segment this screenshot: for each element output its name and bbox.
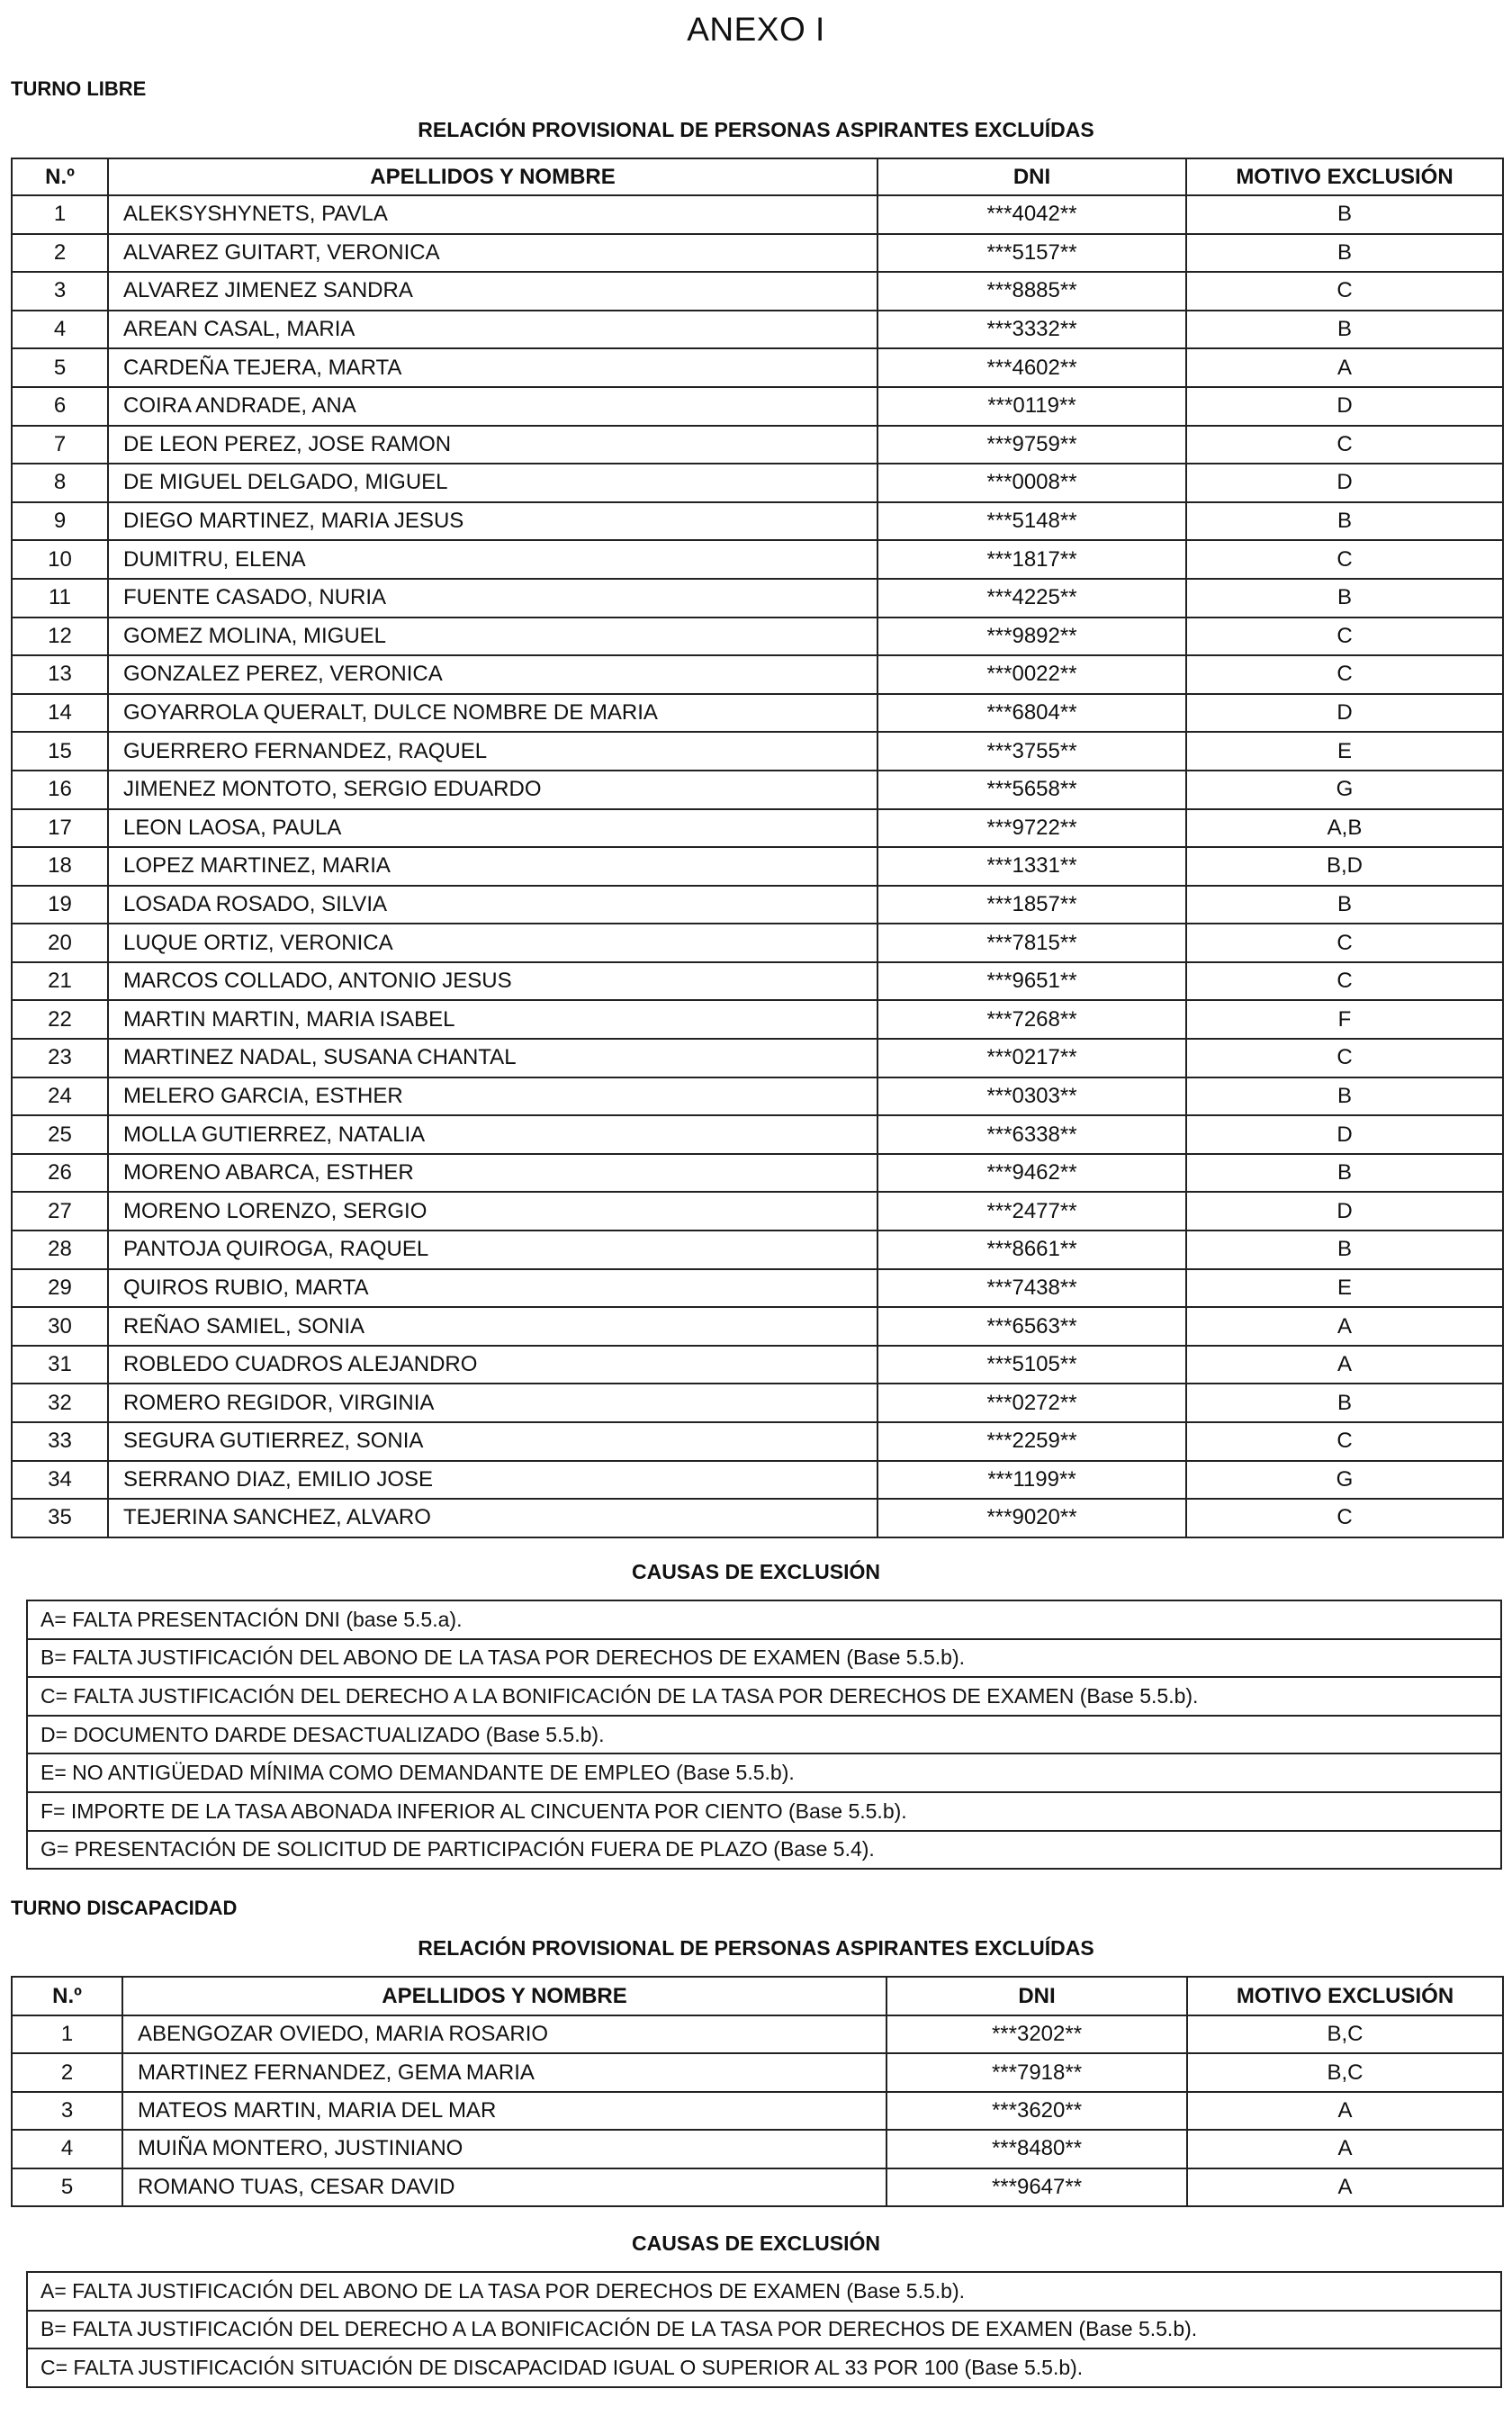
row-dni: ***0008**: [878, 464, 1186, 502]
row-numero: 5: [12, 2168, 122, 2206]
table-row: [12, 195, 1503, 234]
row-dni: ***0217**: [878, 1039, 1186, 1077]
row-motivo: B,C: [1187, 2053, 1503, 2091]
row-name: MOLLA GUTIERREZ, NATALIA: [108, 1115, 878, 1154]
row-motivo: E: [1186, 1269, 1503, 1308]
row-numero: 13: [12, 655, 108, 694]
table-row: [12, 694, 1503, 733]
cause-row: [27, 1753, 1501, 1792]
row-motivo: C: [1186, 1499, 1503, 1537]
row-name: AREAN CASAL, MARIA: [108, 311, 878, 349]
row-name: DUMITRU, ELENA: [108, 540, 878, 579]
row-motivo: A: [1187, 2168, 1503, 2206]
cause-row: [27, 1677, 1501, 1716]
row-name: DIEGO MARTINEZ, MARIA JESUS: [108, 502, 878, 541]
row-name: CARDEÑA TEJERA, MARTA: [108, 348, 878, 387]
row-motivo: C: [1186, 962, 1503, 1001]
table-row: [12, 234, 1503, 273]
row-name: MUIÑA MONTERO, JUSTINIANO: [122, 2130, 886, 2168]
row-dni: ***1817**: [878, 540, 1186, 579]
row-name: LEON LAOSA, PAULA: [108, 809, 878, 848]
table-row: [12, 2130, 1503, 2168]
row-motivo: B: [1186, 195, 1503, 234]
row-name: MORENO ABARCA, ESTHER: [108, 1154, 878, 1193]
row-dni: ***9020**: [878, 1499, 1186, 1537]
row-numero: 34: [12, 1461, 108, 1500]
row-name: ROBLEDO CUADROS ALEJANDRO: [108, 1346, 878, 1384]
row-dni: ***7815**: [878, 924, 1186, 962]
row-name: MORENO LORENZO, SERGIO: [108, 1192, 878, 1231]
table-row: [12, 2168, 1503, 2206]
table-row: [12, 655, 1503, 694]
cause-text: G= PRESENTACIÓN DE SOLICITUD DE PARTICIPACIÓN FUERA DE PLAZO (Base 5.4).: [27, 1831, 1501, 1870]
row-numero: 20: [12, 924, 108, 962]
row-dni: ***3620**: [886, 2092, 1187, 2130]
row-name: GONZALEZ PEREZ, VERONICA: [108, 655, 878, 694]
row-name: MARTINEZ NADAL, SUSANA CHANTAL: [108, 1039, 878, 1077]
row-dni: ***9647**: [886, 2168, 1187, 2206]
row-motivo: D: [1186, 1115, 1503, 1154]
table-row: [12, 2015, 1503, 2053]
row-name: MATEOS MARTIN, MARIA DEL MAR: [122, 2092, 886, 2130]
table-header-row: [12, 158, 1503, 195]
row-dni: ***0119**: [878, 387, 1186, 426]
header-motivo-exclusion: MOTIVO EXCLUSIÓN: [1186, 158, 1503, 195]
row-name: ALVAREZ GUITART, VERONICA: [108, 234, 878, 273]
table-row: [12, 1422, 1503, 1461]
row-name: DE LEON PEREZ, JOSE RAMON: [108, 426, 878, 464]
row-numero: 3: [12, 2092, 122, 2130]
row-name: GOMEZ MOLINA, MIGUEL: [108, 618, 878, 656]
row-motivo: B: [1186, 1077, 1503, 1116]
header-apellidos-nombre: APELLIDOS Y NOMBRE: [122, 1977, 886, 2015]
table-row: [12, 1077, 1503, 1116]
row-numero: 23: [12, 1039, 108, 1077]
causas-heading-discapacidad: CAUSAS DE EXCLUSIÓN: [631, 2231, 881, 2255]
row-name: ROMANO TUAS, CESAR DAVID: [122, 2168, 886, 2206]
row-motivo: A: [1187, 2130, 1503, 2168]
row-dni: ***9462**: [878, 1154, 1186, 1193]
row-numero: 4: [12, 2130, 122, 2168]
row-dni: ***1857**: [878, 886, 1186, 924]
cause-text: D= DOCUMENTO DARDE DESACTUALIZADO (Base 5.5.b).: [27, 1716, 1501, 1754]
cause-text: B= FALTA JUSTIFICACIÓN DEL ABONO DE LA TASA POR DERECHOS DE EXAMEN (Base 5.5.b).: [27, 1639, 1501, 1678]
row-motivo: C: [1186, 1039, 1503, 1077]
table-row: [12, 1269, 1503, 1308]
causas-heading-libre: CAUSAS DE EXCLUSIÓN: [631, 1560, 881, 1583]
row-numero: 26: [12, 1154, 108, 1193]
table-row: [12, 311, 1503, 349]
row-motivo: B: [1186, 502, 1503, 541]
row-dni: ***8480**: [886, 2130, 1187, 2168]
row-dni: ***6338**: [878, 1115, 1186, 1154]
causas-table-discapacidad: [26, 2271, 1502, 2388]
table-row: [12, 1384, 1503, 1422]
row-dni: ***3755**: [878, 732, 1186, 771]
table-row: [12, 618, 1503, 656]
cause-row: [27, 1600, 1501, 1639]
row-numero: 28: [12, 1231, 108, 1269]
row-dni: ***7268**: [878, 1000, 1186, 1039]
table-row: [12, 2053, 1503, 2091]
cause-row: [27, 2272, 1501, 2311]
table-row: [12, 847, 1503, 886]
row-numero: 2: [12, 2053, 122, 2091]
cause-row: [27, 1831, 1501, 1870]
row-motivo: B: [1186, 1231, 1503, 1269]
row-motivo: B: [1186, 886, 1503, 924]
section-heading-turno-discapacidad: TURNO DISCAPACIDAD: [11, 1897, 238, 1919]
row-motivo: C: [1186, 272, 1503, 311]
header-dni: DNI: [878, 158, 1186, 195]
row-motivo: A,B: [1186, 809, 1503, 848]
row-dni: ***3202**: [886, 2015, 1187, 2053]
row-motivo: D: [1186, 464, 1503, 502]
row-numero: 27: [12, 1192, 108, 1231]
excluded-table-discapacidad: [11, 1976, 1504, 2207]
table-row: [12, 1115, 1503, 1154]
row-numero: 14: [12, 694, 108, 733]
row-motivo: A: [1187, 2092, 1503, 2130]
section-heading-turno-libre: TURNO LIBRE: [11, 77, 147, 100]
row-name: LUQUE ORTIZ, VERONICA: [108, 924, 878, 962]
row-dni: ***6804**: [878, 694, 1186, 733]
row-dni: ***4602**: [878, 348, 1186, 387]
relacion-heading-discapacidad: RELACIÓN PROVISIONAL DE PERSONAS ASPIRANTES EXCLUÍDAS: [418, 1936, 1094, 1960]
row-name: LOSADA ROSADO, SILVIA: [108, 886, 878, 924]
excluded-table-libre: [11, 158, 1504, 1538]
row-dni: ***0272**: [878, 1384, 1186, 1422]
table-row: [12, 924, 1503, 962]
cause-row: [27, 1716, 1501, 1754]
row-dni: ***9651**: [878, 962, 1186, 1001]
cause-text: A= FALTA JUSTIFICACIÓN DEL ABONO DE LA TASA POR DERECHOS DE EXAMEN (Base 5.5.b).: [27, 2272, 1501, 2311]
row-dni: ***2259**: [878, 1422, 1186, 1461]
row-motivo: B: [1186, 234, 1503, 273]
row-dni: ***7438**: [878, 1269, 1186, 1308]
header-apellidos-nombre: APELLIDOS Y NOMBRE: [108, 158, 878, 195]
row-dni: ***8885**: [878, 272, 1186, 311]
table-row: [12, 1346, 1503, 1384]
row-dni: ***5148**: [878, 502, 1186, 541]
table-row: [12, 771, 1503, 809]
row-motivo: C: [1186, 655, 1503, 694]
cause-text: E= NO ANTIGÜEDAD MÍNIMA COMO DEMANDANTE DE EMPLEO (Base 5.5.b).: [27, 1753, 1501, 1792]
table-row: [12, 1461, 1503, 1500]
row-numero: 12: [12, 618, 108, 656]
row-numero: 29: [12, 1269, 108, 1308]
header-motivo-exclusion: MOTIVO EXCLUSIÓN: [1187, 1977, 1503, 2015]
row-numero: 32: [12, 1384, 108, 1422]
table-row: [12, 2092, 1503, 2130]
row-motivo: F: [1186, 1000, 1503, 1039]
table-row: [12, 272, 1503, 311]
row-dni: ***1331**: [878, 847, 1186, 886]
row-name: MARCOS COLLADO, ANTONIO JESUS: [108, 962, 878, 1001]
row-dni: ***3332**: [878, 311, 1186, 349]
table-row: [12, 809, 1503, 848]
row-motivo: C: [1186, 426, 1503, 464]
page-title: ANEXO I: [687, 11, 825, 48]
row-numero: 11: [12, 579, 108, 618]
row-dni: ***9892**: [878, 618, 1186, 656]
row-motivo: B: [1186, 311, 1503, 349]
row-name: MARTIN MARTIN, MARIA ISABEL: [108, 1000, 878, 1039]
row-name: SEGURA GUTIERREZ, SONIA: [108, 1422, 878, 1461]
table-row: [12, 464, 1503, 502]
row-motivo: G: [1186, 1461, 1503, 1500]
row-numero: 1: [12, 195, 108, 234]
row-motivo: B,D: [1186, 847, 1503, 886]
row-dni: ***9722**: [878, 809, 1186, 848]
row-numero: 18: [12, 847, 108, 886]
table-row: [12, 1192, 1503, 1231]
row-dni: ***9759**: [878, 426, 1186, 464]
row-motivo: C: [1186, 1422, 1503, 1461]
row-dni: ***7918**: [886, 2053, 1187, 2091]
row-dni: ***4042**: [878, 195, 1186, 234]
table-row: [12, 732, 1503, 771]
cause-row: [27, 2311, 1501, 2349]
row-numero: 17: [12, 809, 108, 848]
row-numero: 10: [12, 540, 108, 579]
row-numero: 25: [12, 1115, 108, 1154]
row-name: ABENGOZAR OVIEDO, MARIA ROSARIO: [122, 2015, 886, 2053]
row-name: ROMERO REGIDOR, VIRGINIA: [108, 1384, 878, 1422]
row-name: DE MIGUEL DELGADO, MIGUEL: [108, 464, 878, 502]
row-name: GOYARROLA QUERALT, DULCE NOMBRE DE MARIA: [108, 694, 878, 733]
row-name: GUERRERO FERNANDEZ, RAQUEL: [108, 732, 878, 771]
cause-text: F= IMPORTE DE LA TASA ABONADA INFERIOR AL CINCUENTA POR CIENTO (Base 5.5.b).: [27, 1792, 1501, 1831]
row-numero: 5: [12, 348, 108, 387]
row-numero: 1: [12, 2015, 122, 2053]
row-dni: ***1199**: [878, 1461, 1186, 1500]
row-motivo: E: [1186, 732, 1503, 771]
cause-row: [27, 2348, 1501, 2387]
row-numero: 9: [12, 502, 108, 541]
row-motivo: C: [1186, 924, 1503, 962]
table-row: [12, 1000, 1503, 1039]
row-name: TEJERINA SANCHEZ, ALVARO: [108, 1499, 878, 1537]
row-motivo: C: [1186, 540, 1503, 579]
row-name: FUENTE CASADO, NURIA: [108, 579, 878, 618]
row-name: REÑAO SAMIEL, SONIA: [108, 1307, 878, 1346]
row-name: MELERO GARCIA, ESTHER: [108, 1077, 878, 1116]
row-dni: ***6563**: [878, 1307, 1186, 1346]
table-header-row: [12, 1977, 1503, 2015]
row-numero: 33: [12, 1422, 108, 1461]
row-motivo: D: [1186, 387, 1503, 426]
row-motivo: D: [1186, 694, 1503, 733]
table-row: [12, 348, 1503, 387]
row-numero: 21: [12, 962, 108, 1001]
row-dni: ***2477**: [878, 1192, 1186, 1231]
cause-text: B= FALTA JUSTIFICACIÓN DEL DERECHO A LA BONIFICACIÓN DE LA TASA POR DERECHOS DE EXAMEN (Base 5.5.b).: [27, 2311, 1501, 2349]
row-name: ALVAREZ JIMENEZ SANDRA: [108, 272, 878, 311]
row-name: MARTINEZ FERNANDEZ, GEMA MARIA: [122, 2053, 886, 2091]
row-name: ALEKSYSHYNETS, PAVLA: [108, 195, 878, 234]
table-row: [12, 962, 1503, 1001]
row-numero: 16: [12, 771, 108, 809]
header-dni: DNI: [886, 1977, 1187, 2015]
causas-table-libre: [26, 1600, 1502, 1870]
row-numero: 35: [12, 1499, 108, 1537]
table-row: [12, 387, 1503, 426]
row-motivo: D: [1186, 1192, 1503, 1231]
row-numero: 19: [12, 886, 108, 924]
row-name: LOPEZ MARTINEZ, MARIA: [108, 847, 878, 886]
cause-row: [27, 1792, 1501, 1831]
row-motivo: G: [1186, 771, 1503, 809]
table-row: [12, 426, 1503, 464]
table-row: [12, 1039, 1503, 1077]
table-row: [12, 579, 1503, 618]
row-dni: ***4225**: [878, 579, 1186, 618]
row-motivo: A: [1186, 348, 1503, 387]
row-motivo: B,C: [1187, 2015, 1503, 2053]
row-name: PANTOJA QUIROGA, RAQUEL: [108, 1231, 878, 1269]
cause-text: C= FALTA JUSTIFICACIÓN SITUACIÓN DE DISCAPACIDAD IGUAL O SUPERIOR AL 33 POR 100 (Base 5.5.b).: [27, 2348, 1501, 2387]
row-numero: 4: [12, 311, 108, 349]
row-numero: 24: [12, 1077, 108, 1116]
row-numero: 30: [12, 1307, 108, 1346]
table-row: [12, 1307, 1503, 1346]
row-numero: 2: [12, 234, 108, 273]
table-row: [12, 1499, 1503, 1537]
row-numero: 31: [12, 1346, 108, 1384]
row-numero: 6: [12, 387, 108, 426]
table-row: [12, 1231, 1503, 1269]
cause-text: C= FALTA JUSTIFICACIÓN DEL DERECHO A LA BONIFICACIÓN DE LA TASA POR DERECHOS DE EXAMEN (Base 5.5.b).: [27, 1677, 1501, 1716]
row-name: QUIROS RUBIO, MARTA: [108, 1269, 878, 1308]
row-numero: 8: [12, 464, 108, 502]
row-dni: ***0303**: [878, 1077, 1186, 1116]
header-numero: N.º: [12, 1977, 122, 2015]
table-row: [12, 1154, 1503, 1193]
relacion-heading-libre: RELACIÓN PROVISIONAL DE PERSONAS ASPIRANTES EXCLUÍDAS: [418, 118, 1094, 141]
row-motivo: B: [1186, 1384, 1503, 1422]
row-motivo: B: [1186, 579, 1503, 618]
row-motivo: A: [1186, 1307, 1503, 1346]
row-numero: 15: [12, 732, 108, 771]
row-name: COIRA ANDRADE, ANA: [108, 387, 878, 426]
row-dni: ***5105**: [878, 1346, 1186, 1384]
row-numero: 22: [12, 1000, 108, 1039]
row-numero: 3: [12, 272, 108, 311]
row-dni: ***5157**: [878, 234, 1186, 273]
row-dni: ***0022**: [878, 655, 1186, 694]
cause-row: [27, 1639, 1501, 1678]
row-name: JIMENEZ MONTOTO, SERGIO EDUARDO: [108, 771, 878, 809]
row-motivo: B: [1186, 1154, 1503, 1193]
cause-text: A= FALTA PRESENTACIÓN DNI (base 5.5.a).: [27, 1600, 1501, 1639]
header-numero: N.º: [12, 158, 108, 195]
row-numero: 7: [12, 426, 108, 464]
row-motivo: C: [1186, 618, 1503, 656]
row-dni: ***8661**: [878, 1231, 1186, 1269]
row-motivo: A: [1186, 1346, 1503, 1384]
table-row: [12, 886, 1503, 924]
table-row: [12, 540, 1503, 579]
row-dni: ***5658**: [878, 771, 1186, 809]
row-name: SERRANO DIAZ, EMILIO JOSE: [108, 1461, 878, 1500]
table-row: [12, 502, 1503, 541]
